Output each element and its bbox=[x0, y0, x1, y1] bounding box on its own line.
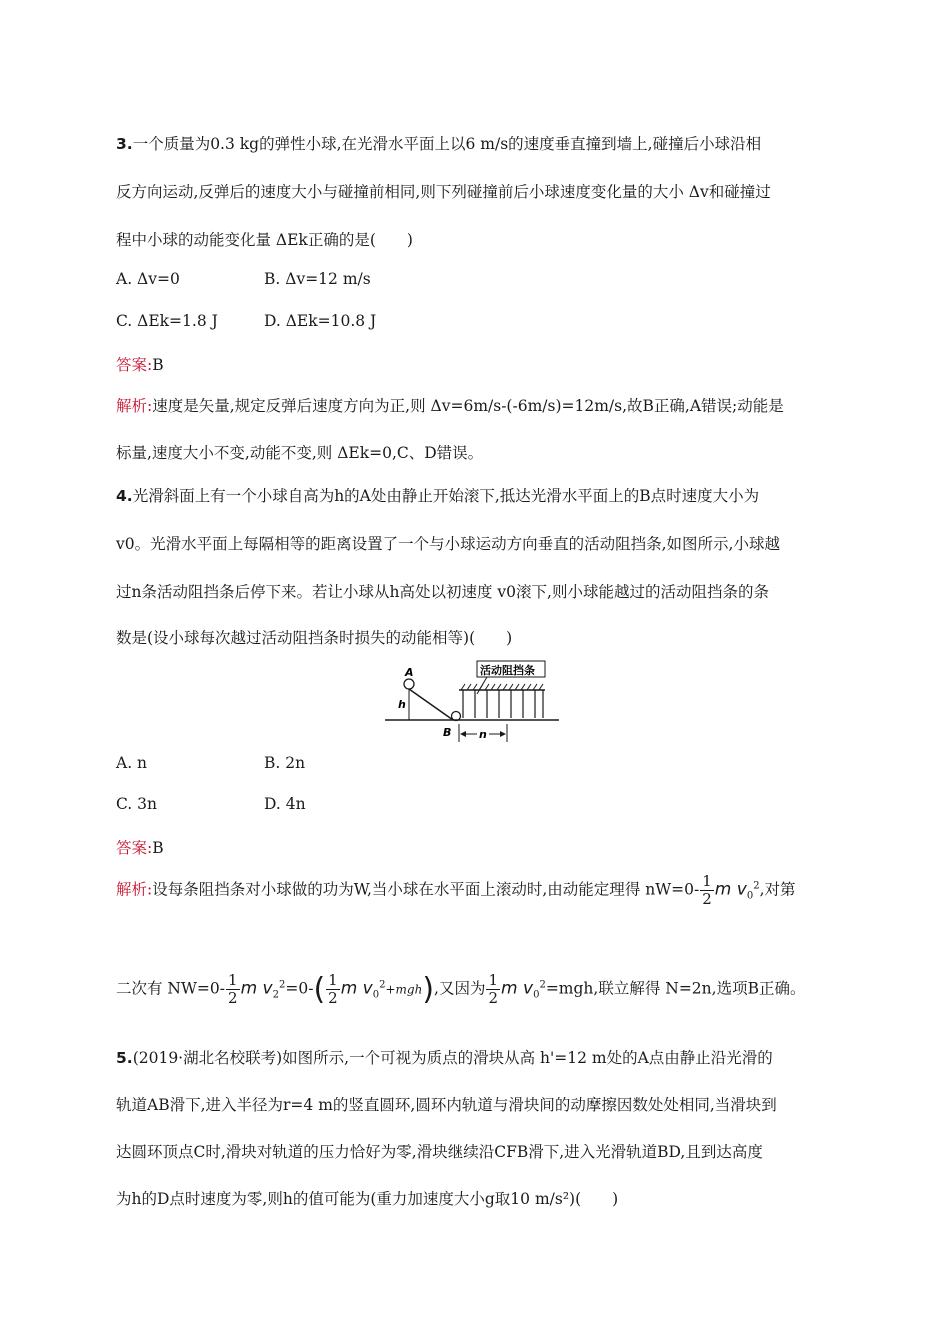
q3-analysis-1: 解析:速度是矢量,规定反弹后速度方向为正,则 Δv=6m/s-(-6m/s)=12m/s,故B正确,A错误;动能是 bbox=[116, 397, 784, 415]
label-b: B bbox=[443, 726, 452, 739]
q3-line-2: 反方向运动,反弹后的速度大小与碰撞前相同,则下列碰撞前后小球速度变化量的大小 Δv和碰撞过 bbox=[116, 183, 771, 201]
ball-b-icon bbox=[452, 712, 461, 721]
question-number: 5. bbox=[116, 1049, 133, 1067]
question-number: 4. bbox=[116, 487, 133, 505]
q4-line-2: v0。光滑水平面上每隔相等的距离设置了一个与小球运动方向垂直的活动阻挡条,如图所示,小球越 bbox=[116, 535, 780, 553]
q3-option-a: A. Δv=0 bbox=[116, 270, 180, 288]
q4-analysis-1: 解析:设每条阻挡条对小球做的功为W,当小球在水平面上滚动时,由动能定理得 nW=0- $\frac{1}{2}$ m $v_0^2$,对第 bbox=[116, 872, 796, 908]
ball-a-icon bbox=[404, 679, 414, 689]
incline-diagram bbox=[383, 660, 563, 744]
q4-option-d: D. 4n bbox=[264, 795, 306, 813]
q3-line-3: 程中小球的动能变化量 ΔEk正确的是( ) bbox=[116, 231, 413, 249]
q4-line-4: 数是(设小球每次越过活动阻挡条时损失的动能相等)( ) bbox=[116, 629, 513, 647]
strip-hatching bbox=[461, 684, 543, 690]
q3-analysis-2: 标量,速度大小不变,动能不变,则 ΔEk=0,C、D错误。 bbox=[116, 444, 484, 462]
q3-answer: 答案:B bbox=[116, 356, 164, 374]
label-h: h bbox=[398, 698, 406, 711]
q5-line-2: 轨道AB滑下,进入半径为r=4 m的竖直圆环,圆环内轨道与滑块间的动摩擦因数处处相同,当滑块到 bbox=[116, 1096, 777, 1114]
q3-line-1: 3.一个质量为0.3 kg的弹性小球,在光滑水平面上以6 m/s的速度垂直撞到墙上,碰撞后小球沿相 bbox=[116, 135, 762, 153]
q4-figure bbox=[383, 660, 563, 748]
fraction: $\frac{1}{2}$ bbox=[328, 971, 338, 1007]
q5-line-3: 达圆环顶点C时,滑块对轨道的压力恰好为零,滑块继续沿CFB滑下,进入光滑轨道BD,且到达高度 bbox=[116, 1143, 763, 1161]
q4-option-c: C. 3n bbox=[116, 795, 158, 813]
q4-line-3: 过n条活动阻挡条后停下来。若让小球从h高处以初速度 v0滚下,则小球能越过的活动阻挡条的条 bbox=[116, 583, 769, 601]
fraction: $\frac{1}{2}$ bbox=[488, 971, 499, 1007]
q5-line-4: 为h的D点时速度为零,则h的值可能为(重力加速度大小g取10 m/s²)( ) bbox=[116, 1190, 619, 1208]
q5-line-1: 5.(2019·湖北名校联考)如图所示,一个可视为质点的滑块从高 h'=12 m处的A点由静止沿光滑的 bbox=[116, 1049, 773, 1067]
q4-answer: 答案:B bbox=[116, 839, 164, 857]
q4-option-a: A. n bbox=[116, 754, 148, 772]
fraction: $\frac{1}{2}$ bbox=[228, 971, 238, 1007]
q3-option-c: C. ΔEk=1.8 J bbox=[116, 312, 218, 330]
label-a: A bbox=[405, 666, 414, 679]
q3-option-b: B. Δv=12 m/s bbox=[264, 270, 371, 288]
q4-option-b: B. 2n bbox=[264, 754, 306, 772]
fraction: $\frac{1}{2}$ bbox=[702, 872, 712, 908]
strip-label: 活动阻挡条 bbox=[480, 664, 535, 677]
strips bbox=[463, 690, 543, 718]
q3-option-d: D. ΔEk=10.8 J bbox=[264, 312, 377, 330]
question-number: 3. bbox=[116, 135, 133, 153]
q4-analysis-2: 二次有 NW=0- $\frac{1}{2}$ m $v_2^2=0-$( $\frac{1}{2}$ m $v_0^2+mgh$),又因为 $\frac{1}{2}$ m $v_0^2=mgh$,联立解得 N=2n,选项B正确。 bbox=[116, 971, 806, 1007]
q4-line-1: 4.光滑斜面上有一个小球自高为h的A处由静止开始滚下,抵达光滑水平面上的B点时速度大小为 bbox=[116, 487, 760, 505]
label-n: n bbox=[479, 728, 487, 741]
